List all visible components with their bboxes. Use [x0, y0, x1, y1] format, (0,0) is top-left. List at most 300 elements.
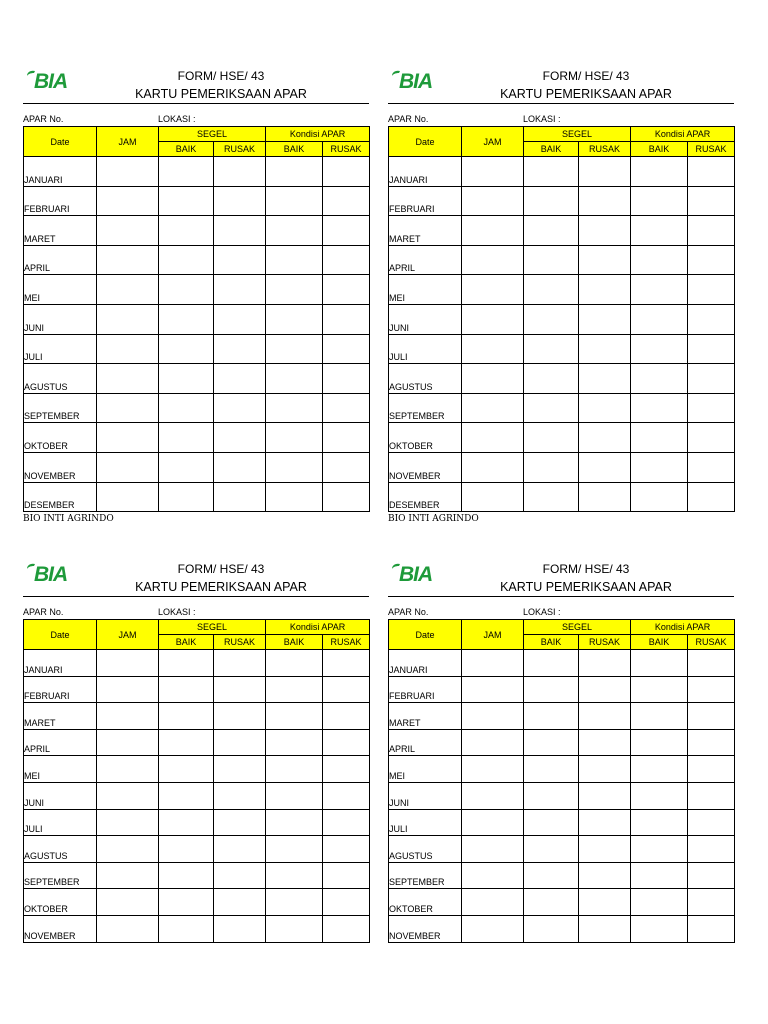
segel-rusak-cell [579, 482, 631, 512]
month-cell: JUNI [24, 782, 97, 809]
table-row [24, 364, 370, 394]
kondisi-rusak-cell [688, 809, 735, 836]
month-cell: JULI [24, 334, 97, 364]
kondisi-baik-cell [631, 729, 688, 756]
month-cell: JUNI [24, 304, 97, 334]
kondisi-rusak-cell [688, 186, 735, 216]
kondisi-header: Kondisi APAR [266, 620, 370, 635]
jam-cell [97, 676, 159, 703]
table-row [389, 423, 735, 453]
month-cell: JANUARI [389, 157, 462, 187]
segel-rusak-cell [579, 452, 631, 482]
apar-no-label: APAR No. [23, 114, 64, 124]
kondisi-baik-cell [631, 756, 688, 783]
table-row [389, 836, 735, 863]
table-row [24, 157, 370, 187]
date-header: Date [389, 620, 462, 650]
segel-rusak-cell [579, 756, 631, 783]
table-row [24, 915, 370, 942]
segel-baik-cell [159, 482, 214, 512]
segel-baik-cell [524, 676, 579, 703]
apar-no-label: APAR No. [23, 607, 64, 617]
segel-baik-cell [159, 364, 214, 394]
jam-cell [462, 889, 524, 916]
table-row [389, 889, 735, 916]
kondisi-baik-cell [631, 889, 688, 916]
kondisi-rusak-cell [323, 676, 370, 703]
segel-baik-cell [524, 157, 579, 187]
table-row [389, 216, 735, 246]
jam-cell [97, 809, 159, 836]
segel-rusak-cell [579, 729, 631, 756]
card-info [388, 113, 734, 126]
logo-text: BIA [399, 563, 433, 586]
table-row [24, 452, 370, 482]
segel-rusak-cell [579, 393, 631, 423]
kondisi-baik-header: BAIK [266, 142, 323, 157]
table-row [24, 703, 370, 730]
kondisi-baik-cell [266, 216, 323, 246]
kondisi-baik-cell [631, 836, 688, 863]
segel-rusak-cell [579, 836, 631, 863]
segel-baik-cell [159, 157, 214, 187]
kondisi-rusak-cell [323, 889, 370, 916]
month-cell: AGUSTUS [389, 364, 462, 394]
segel-rusak-cell [579, 809, 631, 836]
segel-rusak-cell [214, 809, 266, 836]
table-row [389, 482, 735, 512]
jam-cell [97, 186, 159, 216]
table-row [24, 423, 370, 453]
segel-header: SEGEL [524, 127, 631, 142]
segel-header: SEGEL [159, 620, 266, 635]
kondisi-rusak-cell [688, 452, 735, 482]
table-row [24, 186, 370, 216]
kondisi-baik-cell [631, 334, 688, 364]
kondisi-rusak-cell [688, 703, 735, 730]
month-cell: FEBRUARI [24, 676, 97, 703]
segel-rusak-cell [214, 650, 266, 677]
jam-header: JAM [462, 127, 524, 157]
kondisi-baik-cell [266, 889, 323, 916]
segel-baik-cell [159, 836, 214, 863]
form-code: FORM/ HSE/ 43 [542, 562, 630, 576]
kondisi-rusak-header: RUSAK [323, 635, 370, 650]
kondisi-rusak-cell [688, 334, 735, 364]
segel-baik-header: BAIK [524, 142, 579, 157]
kondisi-baik-cell [266, 186, 323, 216]
table-row [24, 836, 370, 863]
month-cell: JULI [389, 809, 462, 836]
kondisi-rusak-cell [688, 782, 735, 809]
segel-rusak-cell [214, 782, 266, 809]
jam-cell [97, 836, 159, 863]
kondisi-baik-cell [266, 676, 323, 703]
segel-baik-cell [524, 482, 579, 512]
kondisi-baik-cell [631, 482, 688, 512]
month-cell: JULI [389, 334, 462, 364]
table-row [24, 275, 370, 305]
jam-cell [97, 756, 159, 783]
segel-header: SEGEL [159, 127, 266, 142]
logo-text: BIA [34, 563, 68, 586]
kondisi-baik-cell [631, 676, 688, 703]
kondisi-rusak-header: RUSAK [688, 142, 735, 157]
segel-baik-cell [159, 703, 214, 730]
month-cell: JANUARI [24, 157, 97, 187]
jam-cell [462, 334, 524, 364]
jam-cell [462, 809, 524, 836]
month-cell: JANUARI [24, 650, 97, 677]
inspection-card [23, 561, 369, 944]
inspection-card [23, 68, 369, 525]
segel-baik-cell [524, 364, 579, 394]
jam-cell [462, 157, 524, 187]
table-row [389, 809, 735, 836]
segel-baik-cell [159, 676, 214, 703]
kondisi-baik-cell [266, 423, 323, 453]
kondisi-rusak-cell [688, 423, 735, 453]
kondisi-baik-cell [266, 650, 323, 677]
kondisi-rusak-cell [323, 423, 370, 453]
month-cell: MEI [24, 275, 97, 305]
kondisi-baik-cell [631, 364, 688, 394]
segel-baik-cell [524, 650, 579, 677]
jam-cell [97, 334, 159, 364]
segel-baik-cell [524, 423, 579, 453]
table-row [24, 304, 370, 334]
table-row [389, 304, 735, 334]
kondisi-baik-cell [631, 423, 688, 453]
kondisi-rusak-cell [323, 862, 370, 889]
card-header [388, 561, 734, 597]
segel-baik-header: BAIK [524, 635, 579, 650]
card-info [388, 606, 734, 619]
jam-header: JAM [97, 620, 159, 650]
jam-cell [97, 729, 159, 756]
card-title: KARTU PEMERIKSAAN APAR [500, 87, 672, 101]
jam-cell [462, 915, 524, 942]
table-row [389, 915, 735, 942]
inspection-table [23, 126, 370, 512]
jam-cell [97, 423, 159, 453]
kondisi-baik-cell [266, 836, 323, 863]
segel-rusak-cell [214, 862, 266, 889]
jam-cell [97, 393, 159, 423]
segel-baik-cell [524, 186, 579, 216]
segel-baik-cell [159, 650, 214, 677]
segel-header: SEGEL [524, 620, 631, 635]
segel-baik-header: BAIK [159, 142, 214, 157]
segel-rusak-cell [214, 393, 266, 423]
kondisi-rusak-cell [688, 304, 735, 334]
kondisi-rusak-cell [323, 186, 370, 216]
jam-cell [97, 862, 159, 889]
month-cell: OKTOBER [24, 889, 97, 916]
kondisi-rusak-header: RUSAK [323, 142, 370, 157]
month-cell: AGUSTUS [24, 364, 97, 394]
kondisi-baik-cell [266, 782, 323, 809]
month-cell: MARET [389, 703, 462, 730]
month-cell: MEI [389, 275, 462, 305]
kondisi-baik-cell [266, 729, 323, 756]
segel-rusak-cell [579, 782, 631, 809]
segel-baik-cell [159, 216, 214, 246]
kondisi-rusak-cell [688, 650, 735, 677]
jam-cell [97, 782, 159, 809]
segel-rusak-cell [579, 304, 631, 334]
table-row [24, 216, 370, 246]
kondisi-baik-cell [266, 334, 323, 364]
kondisi-rusak-cell [323, 216, 370, 246]
kondisi-baik-cell [266, 756, 323, 783]
segel-rusak-cell [214, 334, 266, 364]
segel-rusak-cell [214, 275, 266, 305]
kondisi-rusak-cell [688, 889, 735, 916]
jam-cell [462, 650, 524, 677]
segel-rusak-cell [579, 216, 631, 246]
segel-baik-cell [524, 245, 579, 275]
segel-rusak-cell [214, 304, 266, 334]
jam-cell [97, 650, 159, 677]
kondisi-baik-cell [266, 245, 323, 275]
segel-rusak-cell [579, 703, 631, 730]
inspection-table [388, 619, 735, 943]
kondisi-rusak-cell [323, 245, 370, 275]
kondisi-rusak-cell [688, 275, 735, 305]
card-footer: BIO INTI AGRINDO [23, 514, 114, 525]
segel-baik-cell [524, 889, 579, 916]
kondisi-rusak-header: RUSAK [688, 635, 735, 650]
table-row [389, 703, 735, 730]
table-row [24, 729, 370, 756]
segel-baik-cell [159, 452, 214, 482]
segel-baik-cell [524, 393, 579, 423]
table-row [389, 676, 735, 703]
kondisi-rusak-cell [323, 809, 370, 836]
card-title: KARTU PEMERIKSAAN APAR [500, 580, 672, 594]
kondisi-baik-cell [266, 304, 323, 334]
kondisi-header: Kondisi APAR [631, 620, 735, 635]
segel-baik-cell [524, 703, 579, 730]
segel-rusak-cell [579, 862, 631, 889]
lokasi-label: LOKASI : [523, 114, 561, 124]
segel-baik-cell [524, 836, 579, 863]
jam-header: JAM [462, 620, 524, 650]
month-cell: SEPTEMBER [389, 862, 462, 889]
month-cell: SEPTEMBER [389, 393, 462, 423]
jam-cell [97, 245, 159, 275]
table-row [24, 482, 370, 512]
segel-rusak-cell [214, 452, 266, 482]
segel-rusak-cell [214, 703, 266, 730]
table-row [24, 393, 370, 423]
segel-baik-cell [159, 393, 214, 423]
month-cell: FEBRUARI [389, 186, 462, 216]
month-cell: NOVEMBER [389, 452, 462, 482]
month-cell: AGUSTUS [389, 836, 462, 863]
month-cell: JULI [24, 809, 97, 836]
month-cell: OKTOBER [24, 423, 97, 453]
kondisi-rusak-cell [688, 756, 735, 783]
table-row [389, 782, 735, 809]
kondisi-baik-cell [631, 809, 688, 836]
segel-rusak-header: RUSAK [579, 142, 631, 157]
jam-cell [462, 756, 524, 783]
jam-cell [462, 836, 524, 863]
jam-cell [462, 304, 524, 334]
segel-baik-cell [159, 782, 214, 809]
kondisi-baik-cell [631, 186, 688, 216]
segel-baik-cell [524, 809, 579, 836]
jam-cell [462, 452, 524, 482]
kondisi-baik-cell [266, 809, 323, 836]
table-row [389, 364, 735, 394]
segel-rusak-cell [214, 836, 266, 863]
kondisi-baik-cell [266, 364, 323, 394]
card-title: KARTU PEMERIKSAAN APAR [135, 87, 307, 101]
kondisi-rusak-cell [323, 482, 370, 512]
month-cell: OKTOBER [389, 889, 462, 916]
month-cell: SEPTEMBER [24, 393, 97, 423]
table-row [389, 862, 735, 889]
segel-rusak-cell [214, 216, 266, 246]
table-row [24, 782, 370, 809]
kondisi-rusak-cell [323, 275, 370, 305]
segel-rusak-cell [214, 186, 266, 216]
kondisi-rusak-cell [323, 756, 370, 783]
segel-rusak-cell [579, 650, 631, 677]
segel-rusak-cell [579, 364, 631, 394]
segel-baik-cell [524, 862, 579, 889]
jam-cell [462, 364, 524, 394]
segel-baik-cell [159, 915, 214, 942]
month-cell: DESEMBER [24, 482, 97, 512]
month-cell: NOVEMBER [389, 915, 462, 942]
segel-baik-cell [524, 452, 579, 482]
inspection-card [388, 68, 734, 525]
month-cell: AGUSTUS [24, 836, 97, 863]
jam-cell [97, 275, 159, 305]
month-cell: NOVEMBER [24, 915, 97, 942]
segel-rusak-cell [579, 676, 631, 703]
form-code: FORM/ HSE/ 43 [542, 69, 630, 83]
segel-baik-cell [159, 729, 214, 756]
segel-rusak-cell [214, 889, 266, 916]
kondisi-rusak-cell [323, 364, 370, 394]
month-cell: APRIL [24, 245, 97, 275]
form-code: FORM/ HSE/ 43 [177, 69, 265, 83]
segel-rusak-cell [579, 245, 631, 275]
segel-baik-cell [159, 245, 214, 275]
kondisi-rusak-cell [688, 915, 735, 942]
kondisi-baik-header: BAIK [266, 635, 323, 650]
kondisi-rusak-cell [688, 245, 735, 275]
table-row [24, 862, 370, 889]
card-header [23, 561, 369, 597]
segel-rusak-cell [214, 482, 266, 512]
month-cell: JUNI [389, 304, 462, 334]
segel-rusak-cell [579, 334, 631, 364]
jam-cell [462, 703, 524, 730]
kondisi-baik-cell [631, 703, 688, 730]
segel-rusak-cell [214, 756, 266, 783]
jam-cell [97, 157, 159, 187]
lokasi-label: LOKASI : [523, 607, 561, 617]
kondisi-header: Kondisi APAR [266, 127, 370, 142]
kondisi-baik-cell [266, 275, 323, 305]
kondisi-baik-cell [266, 482, 323, 512]
segel-baik-cell [159, 862, 214, 889]
month-cell: APRIL [24, 729, 97, 756]
kondisi-baik-cell [266, 862, 323, 889]
segel-baik-cell [524, 216, 579, 246]
jam-cell [462, 782, 524, 809]
kondisi-rusak-cell [323, 393, 370, 423]
jam-cell [97, 304, 159, 334]
table-row [24, 889, 370, 916]
lokasi-label: LOKASI : [158, 114, 196, 124]
table-row [24, 650, 370, 677]
table-row [389, 729, 735, 756]
table-row [24, 676, 370, 703]
month-cell: APRIL [389, 245, 462, 275]
form-code: FORM/ HSE/ 43 [177, 562, 265, 576]
jam-cell [462, 423, 524, 453]
table-row [389, 393, 735, 423]
segel-baik-cell [524, 782, 579, 809]
card-info [23, 113, 369, 126]
month-cell: MARET [24, 703, 97, 730]
kondisi-baik-cell [631, 782, 688, 809]
kondisi-baik-cell [631, 304, 688, 334]
jam-cell [462, 216, 524, 246]
kondisi-rusak-cell [688, 676, 735, 703]
month-cell: MEI [389, 756, 462, 783]
jam-cell [462, 275, 524, 305]
kondisi-rusak-cell [323, 157, 370, 187]
date-header: Date [24, 620, 97, 650]
kondisi-baik-cell [631, 650, 688, 677]
segel-rusak-cell [579, 186, 631, 216]
kondisi-baik-header: BAIK [631, 142, 688, 157]
kondisi-rusak-cell [688, 393, 735, 423]
card-info [23, 606, 369, 619]
jam-cell [462, 245, 524, 275]
date-header: Date [389, 127, 462, 157]
segel-baik-cell [159, 809, 214, 836]
segel-rusak-cell [579, 423, 631, 453]
kondisi-baik-cell [631, 915, 688, 942]
jam-cell [462, 862, 524, 889]
month-cell: MARET [389, 216, 462, 246]
segel-rusak-cell [214, 157, 266, 187]
segel-baik-cell [159, 275, 214, 305]
jam-cell [97, 703, 159, 730]
month-cell: APRIL [389, 729, 462, 756]
table-row [389, 334, 735, 364]
segel-rusak-cell [214, 676, 266, 703]
segel-baik-cell [159, 423, 214, 453]
kondisi-header: Kondisi APAR [631, 127, 735, 142]
kondisi-baik-cell [631, 245, 688, 275]
table-row [24, 809, 370, 836]
month-cell: JANUARI [389, 650, 462, 677]
segel-rusak-header: RUSAK [214, 635, 266, 650]
kondisi-baik-cell [631, 275, 688, 305]
segel-rusak-cell [214, 364, 266, 394]
kondisi-baik-cell [266, 915, 323, 942]
